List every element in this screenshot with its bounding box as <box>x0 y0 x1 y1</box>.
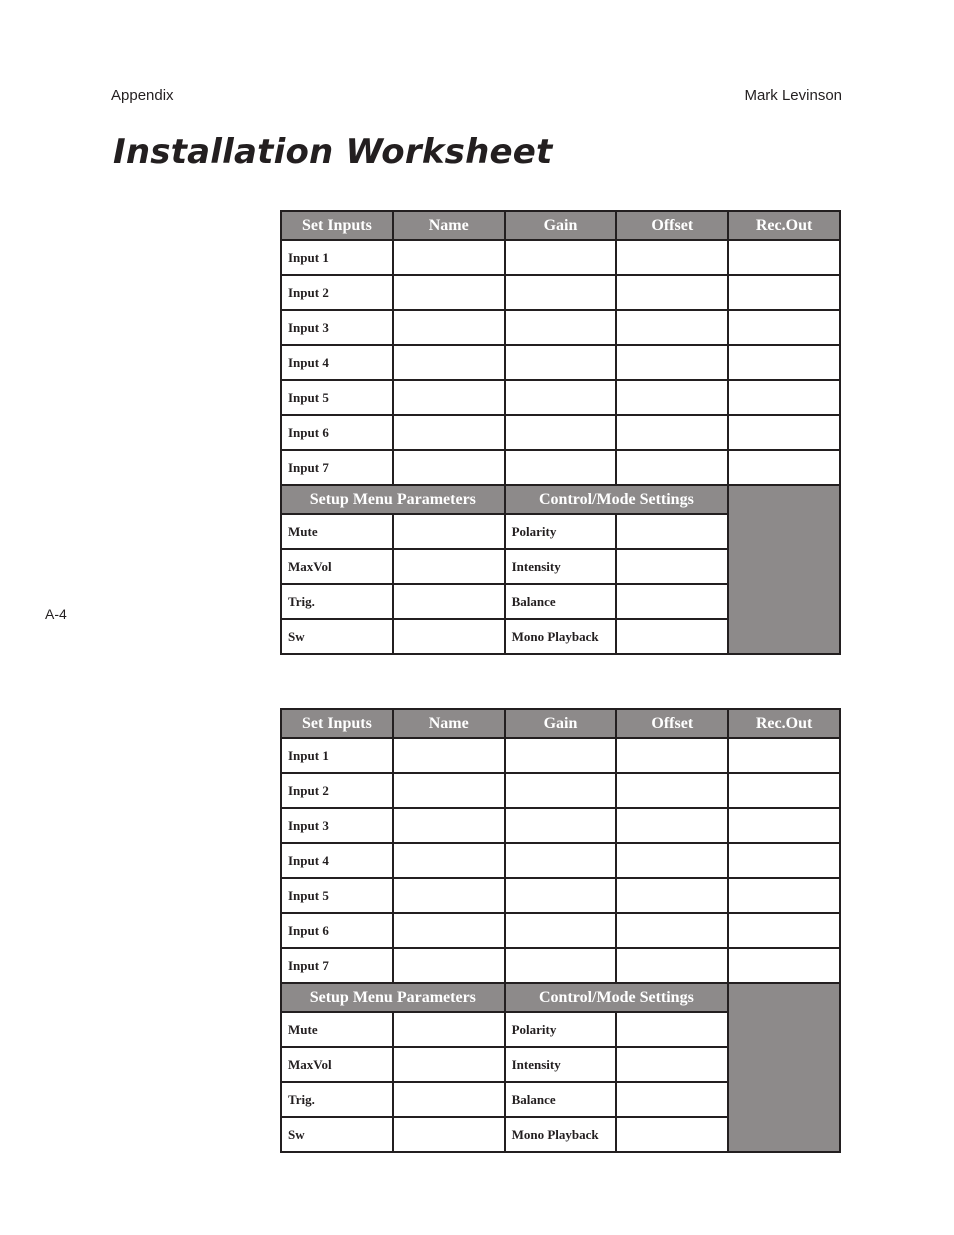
params-header-row <box>281 485 840 514</box>
input-row <box>281 450 840 485</box>
input-label: Input 2 <box>281 275 393 310</box>
page-number: A-4 <box>45 606 67 622</box>
gain-cell <box>505 773 617 808</box>
setup-menu-header: Setup Menu Parameters <box>281 983 505 1012</box>
name-cell <box>393 310 505 345</box>
name-cell <box>393 913 505 948</box>
col-header-rec-out: Rec.Out <box>728 211 840 240</box>
rec-out-cell <box>728 345 840 380</box>
input-row <box>281 415 840 450</box>
rec-out-cell <box>728 878 840 913</box>
setup-param-label: Sw <box>281 619 393 654</box>
name-cell <box>393 240 505 275</box>
rec-out-cell <box>728 808 840 843</box>
input-label: Input 7 <box>281 450 393 485</box>
offset-cell <box>616 240 728 275</box>
col-header-set-inputs: Set Inputs <box>281 211 393 240</box>
control-param-label: Polarity <box>505 514 617 549</box>
control-value-cell <box>616 1047 728 1082</box>
control-value-cell <box>616 1117 728 1152</box>
name-cell <box>393 948 505 983</box>
offset-cell <box>616 738 728 773</box>
gain-cell <box>505 843 617 878</box>
gain-cell <box>505 808 617 843</box>
running-header-brand: Mark Levinson <box>744 87 842 104</box>
rec-out-cell <box>728 773 840 808</box>
setup-value-cell <box>393 1082 505 1117</box>
gain-cell <box>505 948 617 983</box>
rec-out-cell <box>728 843 840 878</box>
setup-param-label: Trig. <box>281 584 393 619</box>
running-header-section: Appendix <box>111 87 174 104</box>
input-row <box>281 345 840 380</box>
control-param-label: Mono Playback <box>505 619 617 654</box>
input-label: Input 4 <box>281 843 393 878</box>
input-label: Input 6 <box>281 415 393 450</box>
control-value-cell <box>616 549 728 584</box>
offset-cell <box>616 878 728 913</box>
control-value-cell <box>616 1012 728 1047</box>
offset-cell <box>616 450 728 485</box>
input-label: Input 2 <box>281 773 393 808</box>
input-row <box>281 773 840 808</box>
name-cell <box>393 450 505 485</box>
setup-value-cell <box>393 514 505 549</box>
setup-value-cell <box>393 549 505 584</box>
gain-cell <box>505 310 617 345</box>
rec-out-cell <box>728 450 840 485</box>
gain-cell <box>505 738 617 773</box>
control-param-label: Balance <box>505 1082 617 1117</box>
offset-cell <box>616 843 728 878</box>
input-row <box>281 380 840 415</box>
name-cell <box>393 415 505 450</box>
setup-value-cell <box>393 1117 505 1152</box>
params-header-row <box>281 983 840 1012</box>
control-param-label: Balance <box>505 584 617 619</box>
input-row <box>281 913 840 948</box>
gain-cell <box>505 275 617 310</box>
input-row <box>281 310 840 345</box>
offset-cell <box>616 275 728 310</box>
input-label: Input 1 <box>281 240 393 275</box>
rec-out-cell <box>728 913 840 948</box>
col-header-offset: Offset <box>616 709 728 738</box>
name-cell <box>393 380 505 415</box>
gain-cell <box>505 450 617 485</box>
input-row <box>281 843 840 878</box>
input-label: Input 4 <box>281 345 393 380</box>
rec-out-cell <box>728 948 840 983</box>
control-mode-header: Control/Mode Settings <box>505 485 729 514</box>
shaded-filler-block <box>728 983 840 1152</box>
input-label: Input 5 <box>281 878 393 913</box>
offset-cell <box>616 773 728 808</box>
name-cell <box>393 843 505 878</box>
col-header-name: Name <box>393 211 505 240</box>
rec-out-cell <box>728 415 840 450</box>
setup-param-label: Mute <box>281 514 393 549</box>
control-value-cell <box>616 619 728 654</box>
gain-cell <box>505 380 617 415</box>
col-header-gain: Gain <box>505 211 617 240</box>
offset-cell <box>616 948 728 983</box>
input-label: Input 3 <box>281 808 393 843</box>
setup-menu-header: Setup Menu Parameters <box>281 485 505 514</box>
setup-param-label: Sw <box>281 1117 393 1152</box>
gain-cell <box>505 345 617 380</box>
control-param-label: Polarity <box>505 1012 617 1047</box>
rec-out-cell <box>728 738 840 773</box>
control-value-cell <box>616 1082 728 1117</box>
col-header-set-inputs: Set Inputs <box>281 709 393 738</box>
rec-out-cell <box>728 240 840 275</box>
offset-cell <box>616 310 728 345</box>
offset-cell <box>616 808 728 843</box>
setup-value-cell <box>393 619 505 654</box>
input-label: Input 5 <box>281 380 393 415</box>
shaded-filler-block <box>728 485 840 654</box>
name-cell <box>393 738 505 773</box>
col-header-gain: Gain <box>505 709 617 738</box>
input-label: Input 3 <box>281 310 393 345</box>
rec-out-cell <box>728 275 840 310</box>
name-cell <box>393 808 505 843</box>
setup-param-label: MaxVol <box>281 1047 393 1082</box>
setup-value-cell <box>393 1047 505 1082</box>
page-title: Installation Worksheet <box>113 132 553 172</box>
gain-cell <box>505 240 617 275</box>
rec-out-cell <box>728 310 840 345</box>
input-row <box>281 948 840 983</box>
input-label: Input 7 <box>281 948 393 983</box>
col-header-rec-out: Rec.Out <box>728 709 840 738</box>
input-row <box>281 738 840 773</box>
offset-cell <box>616 415 728 450</box>
control-mode-header: Control/Mode Settings <box>505 983 729 1012</box>
inputs-header-row <box>281 211 840 240</box>
input-row <box>281 878 840 913</box>
name-cell <box>393 878 505 913</box>
offset-cell <box>616 380 728 415</box>
control-param-label: Intensity <box>505 1047 617 1082</box>
setup-param-label: Mute <box>281 1012 393 1047</box>
input-row <box>281 240 840 275</box>
gain-cell <box>505 415 617 450</box>
inputs-header-row <box>281 709 840 738</box>
gain-cell <box>505 913 617 948</box>
col-header-offset: Offset <box>616 211 728 240</box>
rec-out-cell <box>728 380 840 415</box>
offset-cell <box>616 913 728 948</box>
setup-param-label: MaxVol <box>281 549 393 584</box>
setup-param-label: Trig. <box>281 1082 393 1117</box>
name-cell <box>393 345 505 380</box>
setup-value-cell <box>393 584 505 619</box>
input-row <box>281 275 840 310</box>
name-cell <box>393 773 505 808</box>
control-param-label: Intensity <box>505 549 617 584</box>
control-param-label: Mono Playback <box>505 1117 617 1152</box>
worksheet-table-1 <box>280 210 841 655</box>
col-header-name: Name <box>393 709 505 738</box>
offset-cell <box>616 345 728 380</box>
worksheet-table-2 <box>280 708 841 1153</box>
input-row <box>281 808 840 843</box>
control-value-cell <box>616 584 728 619</box>
name-cell <box>393 275 505 310</box>
control-value-cell <box>616 514 728 549</box>
gain-cell <box>505 878 617 913</box>
input-label: Input 1 <box>281 738 393 773</box>
setup-value-cell <box>393 1012 505 1047</box>
input-label: Input 6 <box>281 913 393 948</box>
